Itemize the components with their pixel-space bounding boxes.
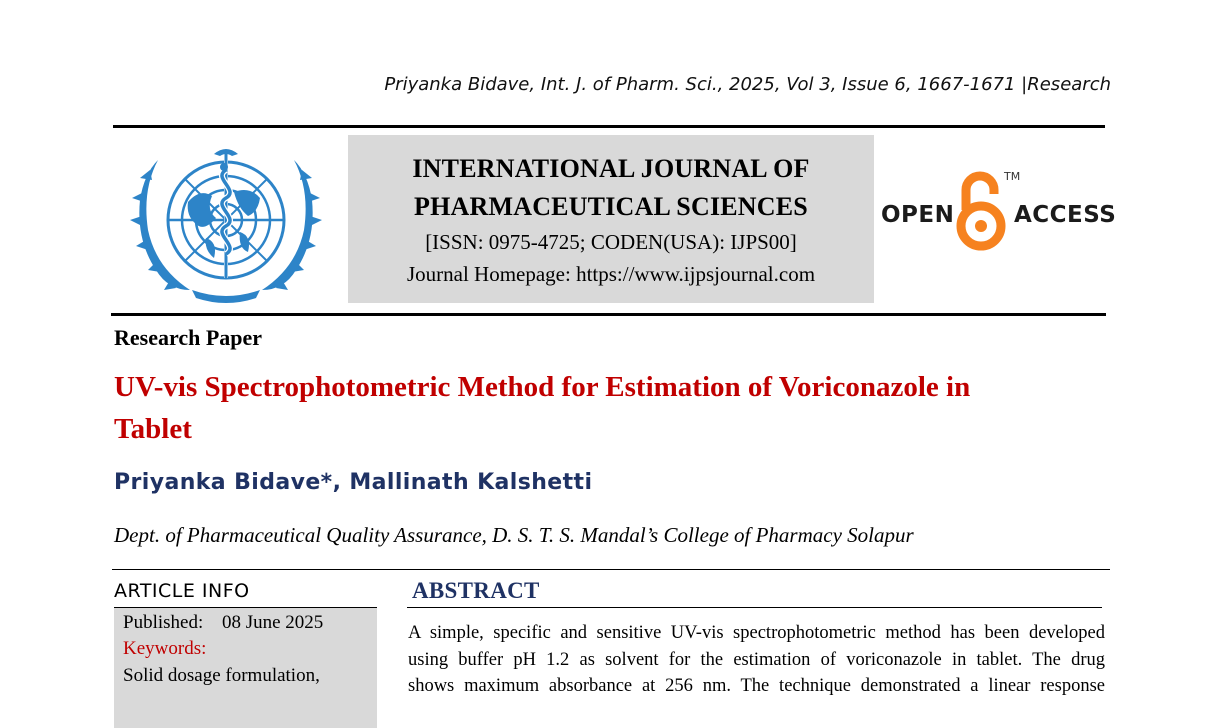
paper-type-label: Research Paper — [114, 325, 263, 350]
keywords-line1: Solid dosage formulation, — [123, 665, 320, 686]
author-affiliation: Dept. of Pharmaceutical Quality Assurance, D. S. T. S. Mandal’s College of Pharmacy Solapur — [114, 523, 914, 547]
citation-line: Priyanka Bidave, Int. J. of Pharm. Sci., 2025, Vol 3, Issue 6, 1667-1671 |Research — [384, 74, 1111, 95]
journal-header-box — [348, 135, 874, 303]
abstract-line1: A simple, specific and sensitive UV-vis spectrophotometric method has been developed — [408, 623, 1105, 643]
paper-title — [114, 366, 1114, 450]
abstract-rule — [407, 607, 1102, 608]
abstract-line3: shows maximum absorbance at 256 nm. The technique demonstrated a linear response — [408, 676, 1105, 696]
journal-issn: [ISSN: 0975-4725; CODEN(USA): IJPS00] — [425, 230, 797, 254]
published-date: 08 June 2025 — [221, 612, 324, 633]
journal-homepage: Journal Homepage: https://www.ijpsjournal.com — [406, 262, 816, 286]
open-access-left-text: OPEN — [881, 202, 955, 228]
article-info-box — [114, 607, 377, 728]
open-access-logo — [880, 168, 1117, 252]
trademark-mark: TM — [1004, 170, 1021, 183]
paper-title-line1: UV-vis Spectrophotometric Method for Estimation of Voriconazole in — [114, 371, 971, 403]
un-emblem-logo — [128, 140, 324, 306]
abstract-line2: using buffer pH 1.2 as solvent for the estimation of voriconazole in tablet. The drug — [408, 649, 1105, 670]
paper-authors: Priyanka Bidave*, Mallinath Kalshetti — [114, 470, 593, 495]
journal-name-line2: PHARMACEUTICAL SCIENCES — [414, 192, 808, 221]
paper-title-line2: Tablet — [114, 413, 192, 445]
header-bottom-rule — [111, 313, 1106, 316]
abstract-body — [408, 620, 1105, 700]
header-top-rule — [113, 125, 1105, 128]
open-access-right-text: ACCESS — [1014, 202, 1117, 228]
article-info-heading: ARTICLE INFO — [114, 580, 250, 602]
published-row — [123, 612, 323, 634]
published-label: Published: — [123, 612, 204, 633]
keywords-label: Keywords: — [123, 638, 207, 659]
section-divider — [112, 569, 1110, 570]
journal-name-line1: INTERNATIONAL JOURNAL OF — [412, 154, 810, 183]
abstract-heading: ABSTRACT — [412, 578, 540, 603]
